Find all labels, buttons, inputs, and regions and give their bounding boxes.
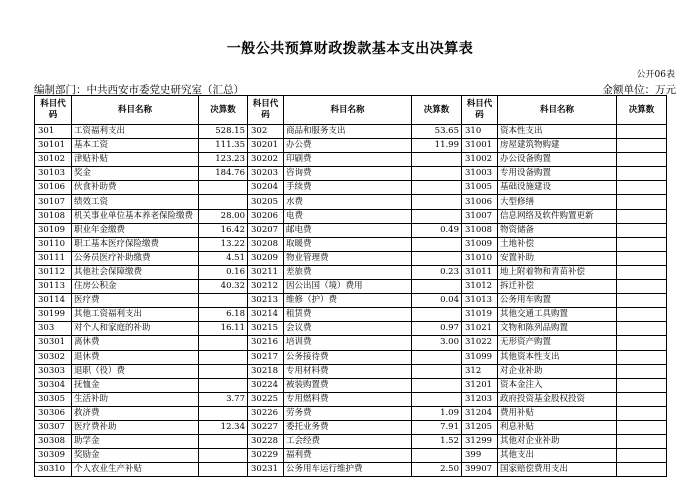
name-cell: 工会经费 xyxy=(284,435,412,449)
name-cell: 资本金注入 xyxy=(498,378,617,392)
table-row xyxy=(35,237,667,251)
table-header-row xyxy=(35,96,667,125)
amount-cell xyxy=(617,280,667,294)
amount-cell: 3.77 xyxy=(199,392,248,406)
code-cell: 30106 xyxy=(35,181,72,195)
name-cell: 费用补贴 xyxy=(498,406,617,420)
table-row xyxy=(35,153,667,167)
table-row xyxy=(35,265,667,279)
table-row xyxy=(35,181,667,195)
code-cell: 31099 xyxy=(462,350,498,364)
name-cell: 基本工资 xyxy=(72,139,199,153)
amount-cell xyxy=(617,392,667,406)
amount-cell: 0.49 xyxy=(412,223,462,237)
table-row xyxy=(35,125,667,139)
amount-cell xyxy=(199,463,248,477)
amount-cell: 11.99 xyxy=(412,139,462,153)
amount-cell xyxy=(617,449,667,463)
code-cell: 30301 xyxy=(35,336,72,350)
code-cell: 30114 xyxy=(35,294,72,308)
amount-cell xyxy=(617,195,667,209)
amount-cell: 40.32 xyxy=(199,280,248,294)
amount-cell: 123.23 xyxy=(199,153,248,167)
amount-cell xyxy=(199,435,248,449)
name-cell: 其他工资福利支出 xyxy=(72,308,199,322)
code-cell: 30213 xyxy=(248,294,284,308)
code-cell: 30202 xyxy=(248,153,284,167)
code-cell: 30214 xyxy=(248,308,284,322)
name-cell: 其他交通工具购置 xyxy=(498,308,617,322)
code-cell: 303 xyxy=(35,322,72,336)
amount-cell xyxy=(617,322,667,336)
amount-cell xyxy=(617,378,667,392)
code-cell: 30227 xyxy=(248,420,284,434)
name-cell: 培训费 xyxy=(284,336,412,350)
amount-cell: 1.09 xyxy=(412,406,462,420)
amount-cell xyxy=(617,406,667,420)
code-cell: 30211 xyxy=(248,265,284,279)
amount-cell xyxy=(617,308,667,322)
name-cell: 国家赔偿费用支出 xyxy=(498,463,617,477)
name-cell: 职业年金缴费 xyxy=(72,223,199,237)
table-row xyxy=(35,139,667,153)
table-row xyxy=(35,364,667,378)
code-cell: 30205 xyxy=(248,195,284,209)
name-cell: 其他支出 xyxy=(498,449,617,463)
amount-cell: 16.11 xyxy=(199,322,248,336)
amount-cell xyxy=(617,139,667,153)
amount-cell xyxy=(412,237,462,251)
code-cell: 30203 xyxy=(248,167,284,181)
amount-cell xyxy=(617,294,667,308)
code-cell: 31204 xyxy=(462,406,498,420)
name-cell: 安置补助 xyxy=(498,251,617,265)
name-cell: 伙食补助费 xyxy=(72,181,199,195)
amount-cell: 16.42 xyxy=(199,223,248,237)
name-cell: 物业管理费 xyxy=(284,251,412,265)
column-header: 科目代码 xyxy=(462,96,498,125)
code-cell: 30309 xyxy=(35,449,72,463)
table-row xyxy=(35,378,667,392)
name-cell: 机关事业单位基本养老保险缴费 xyxy=(72,209,199,223)
department-label: 编制部门：中共西安市委党史研究室（汇总） xyxy=(34,84,244,96)
table-row xyxy=(35,223,667,237)
amount-cell xyxy=(617,153,667,167)
name-cell: 其他资本性支出 xyxy=(498,350,617,364)
name-cell: 福利费 xyxy=(284,449,412,463)
code-cell: 30307 xyxy=(35,420,72,434)
name-cell: 土地补偿 xyxy=(498,237,617,251)
amount-cell xyxy=(199,336,248,350)
name-cell: 地上附着物和青苗补偿 xyxy=(498,265,617,279)
code-cell: 31022 xyxy=(462,336,498,350)
code-cell: 310 xyxy=(462,125,498,139)
name-cell: 商品和服务支出 xyxy=(284,125,412,139)
name-cell: 公务员医疗补助缴费 xyxy=(72,251,199,265)
name-cell: 抚恤金 xyxy=(72,378,199,392)
amount-cell xyxy=(617,336,667,350)
amount-cell xyxy=(199,406,248,420)
code-cell: 31001 xyxy=(462,139,498,153)
table-row xyxy=(35,449,667,463)
amount-cell xyxy=(412,378,462,392)
table-row xyxy=(35,420,667,434)
name-cell: 奖励金 xyxy=(72,449,199,463)
table-row xyxy=(35,435,667,449)
name-cell: 差旅费 xyxy=(284,265,412,279)
name-cell: 基础设施建设 xyxy=(498,181,617,195)
code-cell: 30108 xyxy=(35,209,72,223)
name-cell: 房屋建筑物购建 xyxy=(498,139,617,153)
code-cell: 31006 xyxy=(462,195,498,209)
name-cell: 办公费 xyxy=(284,139,412,153)
table-row xyxy=(35,209,667,223)
amount-cell xyxy=(412,280,462,294)
amount-cell xyxy=(412,167,462,181)
expenditure-table xyxy=(34,95,667,477)
code-cell: 30209 xyxy=(248,251,284,265)
name-cell: 劳务费 xyxy=(284,406,412,420)
name-cell: 其他对企业补助 xyxy=(498,435,617,449)
table-row xyxy=(35,294,667,308)
amount-cell xyxy=(412,181,462,195)
code-cell: 30199 xyxy=(35,308,72,322)
column-header: 决算数 xyxy=(617,96,667,125)
code-cell: 31021 xyxy=(462,322,498,336)
name-cell: 津贴补贴 xyxy=(72,153,199,167)
name-cell: 助学金 xyxy=(72,435,199,449)
name-cell: 租赁费 xyxy=(284,308,412,322)
amount-cell xyxy=(617,364,667,378)
code-cell: 30225 xyxy=(248,392,284,406)
code-cell: 31012 xyxy=(462,280,498,294)
name-cell: 水费 xyxy=(284,195,412,209)
name-cell: 资本性支出 xyxy=(498,125,617,139)
code-cell: 30218 xyxy=(248,364,284,378)
amount-cell xyxy=(199,195,248,209)
code-cell: 30109 xyxy=(35,223,72,237)
column-header: 科目代码 xyxy=(248,96,284,125)
amount-cell xyxy=(617,463,667,477)
amount-cell xyxy=(199,181,248,195)
table-number: 公开06表 xyxy=(636,70,675,80)
amount-cell xyxy=(412,153,462,167)
code-cell: 30204 xyxy=(248,181,284,195)
code-cell: 31010 xyxy=(462,251,498,265)
amount-cell xyxy=(617,265,667,279)
name-cell: 信息网络及软件购置更新 xyxy=(498,209,617,223)
code-cell: 30110 xyxy=(35,237,72,251)
name-cell: 拆迁补偿 xyxy=(498,280,617,294)
amount-cell xyxy=(412,308,462,322)
table-row xyxy=(35,336,667,350)
name-cell: 对企业补助 xyxy=(498,364,617,378)
code-cell: 30107 xyxy=(35,195,72,209)
amount-cell: 7.91 xyxy=(412,420,462,434)
name-cell: 文物和陈列品购置 xyxy=(498,322,617,336)
amount-cell xyxy=(412,209,462,223)
amount-cell: 1.52 xyxy=(412,435,462,449)
name-cell: 工资福利支出 xyxy=(72,125,199,139)
code-cell: 30101 xyxy=(35,139,72,153)
amount-cell: 4.51 xyxy=(199,251,248,265)
name-cell: 手续费 xyxy=(284,181,412,195)
name-cell: 因公出国（境）费用 xyxy=(284,280,412,294)
name-cell: 办公设备购置 xyxy=(498,153,617,167)
table-row xyxy=(35,251,667,265)
code-cell: 30215 xyxy=(248,322,284,336)
name-cell: 大型修缮 xyxy=(498,195,617,209)
amount-cell xyxy=(617,350,667,364)
amount-cell xyxy=(412,364,462,378)
code-cell: 31019 xyxy=(462,308,498,322)
code-cell: 30224 xyxy=(248,378,284,392)
name-cell: 咨询费 xyxy=(284,167,412,181)
name-cell: 电费 xyxy=(284,209,412,223)
name-cell: 印刷费 xyxy=(284,153,412,167)
column-header: 决算数 xyxy=(199,96,248,125)
name-cell: 政府投资基金股权投资 xyxy=(498,392,617,406)
amount-cell: 3.00 xyxy=(412,336,462,350)
amount-cell xyxy=(617,420,667,434)
amount-cell xyxy=(617,209,667,223)
code-cell: 30217 xyxy=(248,350,284,364)
name-cell: 职工基本医疗保险缴费 xyxy=(72,237,199,251)
table-row xyxy=(35,350,667,364)
code-cell: 301 xyxy=(35,125,72,139)
code-cell: 30310 xyxy=(35,463,72,477)
name-cell: 退休费 xyxy=(72,350,199,364)
name-cell: 委托业务费 xyxy=(284,420,412,434)
code-cell: 31008 xyxy=(462,223,498,237)
amount-cell xyxy=(199,449,248,463)
column-header: 科目名称 xyxy=(72,96,199,125)
amount-cell: 53.65 xyxy=(412,125,462,139)
amount-cell: 0.23 xyxy=(412,265,462,279)
name-cell: 救济费 xyxy=(72,406,199,420)
column-header: 决算数 xyxy=(412,96,462,125)
amount-cell xyxy=(617,223,667,237)
name-cell: 专用燃料费 xyxy=(284,392,412,406)
code-cell: 31005 xyxy=(462,181,498,195)
amount-cell xyxy=(199,294,248,308)
name-cell: 公务用车购置 xyxy=(498,294,617,308)
amount-cell: 28.00 xyxy=(199,209,248,223)
name-cell: 维修（护）费 xyxy=(284,294,412,308)
name-cell: 利息补贴 xyxy=(498,420,617,434)
amount-cell xyxy=(412,195,462,209)
column-header: 科目名称 xyxy=(284,96,412,125)
code-cell: 31201 xyxy=(462,378,498,392)
name-cell: 会议费 xyxy=(284,322,412,336)
name-cell: 被装购置费 xyxy=(284,378,412,392)
name-cell: 离休费 xyxy=(72,336,199,350)
code-cell: 30305 xyxy=(35,392,72,406)
table-row xyxy=(35,406,667,420)
code-cell: 31203 xyxy=(462,392,498,406)
code-cell: 312 xyxy=(462,364,498,378)
column-header: 科目代码 xyxy=(35,96,72,125)
code-cell: 31011 xyxy=(462,265,498,279)
amount-cell xyxy=(199,378,248,392)
code-cell: 30113 xyxy=(35,280,72,294)
code-cell: 30103 xyxy=(35,167,72,181)
amount-cell xyxy=(617,167,667,181)
code-cell: 399 xyxy=(462,449,498,463)
name-cell: 公务用车运行维护费 xyxy=(284,463,412,477)
amount-cell xyxy=(617,435,667,449)
amount-cell: 2.50 xyxy=(412,463,462,477)
amount-cell: 0.16 xyxy=(199,265,248,279)
amount-cell xyxy=(617,237,667,251)
name-cell: 邮电费 xyxy=(284,223,412,237)
amount-cell: 12.34 xyxy=(199,420,248,434)
code-cell: 30304 xyxy=(35,378,72,392)
code-cell: 31299 xyxy=(462,435,498,449)
code-cell: 30226 xyxy=(248,406,284,420)
amount-cell xyxy=(412,350,462,364)
name-cell: 物资储备 xyxy=(498,223,617,237)
code-cell: 31002 xyxy=(462,153,498,167)
name-cell: 医疗费补助 xyxy=(72,420,199,434)
table-row xyxy=(35,280,667,294)
code-cell: 30212 xyxy=(248,280,284,294)
amount-cell xyxy=(617,251,667,265)
name-cell: 个人农业生产补贴 xyxy=(72,463,199,477)
name-cell: 医疗费 xyxy=(72,294,199,308)
name-cell: 对个人和家庭的补助 xyxy=(72,322,199,336)
table-row xyxy=(35,322,667,336)
name-cell: 公务接待费 xyxy=(284,350,412,364)
code-cell: 30216 xyxy=(248,336,284,350)
amount-cell: 184.76 xyxy=(199,167,248,181)
code-cell: 30208 xyxy=(248,237,284,251)
amount-cell: 13.22 xyxy=(199,237,248,251)
amount-unit-label: 金额单位：万元 xyxy=(602,84,676,96)
name-cell: 专用设备购置 xyxy=(498,167,617,181)
name-cell: 生活补助 xyxy=(72,392,199,406)
amount-cell: 0.97 xyxy=(412,322,462,336)
name-cell: 绩效工资 xyxy=(72,195,199,209)
table-body xyxy=(35,125,667,477)
code-cell: 31003 xyxy=(462,167,498,181)
table-row xyxy=(35,463,667,477)
name-cell: 退职（役）费 xyxy=(72,364,199,378)
amount-cell xyxy=(617,125,667,139)
amount-cell: 0.04 xyxy=(412,294,462,308)
name-cell: 无形资产购置 xyxy=(498,336,617,350)
amount-cell xyxy=(412,251,462,265)
report-title: 一般公共预算财政拨款基本支出决算表 xyxy=(226,41,474,57)
name-cell: 奖金 xyxy=(72,167,199,181)
code-cell: 31007 xyxy=(462,209,498,223)
code-cell: 31013 xyxy=(462,294,498,308)
code-cell: 30206 xyxy=(248,209,284,223)
code-cell: 31205 xyxy=(462,420,498,434)
table-row xyxy=(35,195,667,209)
code-cell: 30231 xyxy=(248,463,284,477)
code-cell: 30207 xyxy=(248,223,284,237)
amount-cell xyxy=(617,181,667,195)
amount-cell xyxy=(412,392,462,406)
code-cell: 30111 xyxy=(35,251,72,265)
code-cell: 31009 xyxy=(462,237,498,251)
code-cell: 30302 xyxy=(35,350,72,364)
amount-cell: 6.18 xyxy=(199,308,248,322)
amount-cell xyxy=(199,350,248,364)
code-cell: 30201 xyxy=(248,139,284,153)
amount-cell: 111.35 xyxy=(199,139,248,153)
code-cell: 30229 xyxy=(248,449,284,463)
table-row xyxy=(35,392,667,406)
code-cell: 30112 xyxy=(35,265,72,279)
amount-cell xyxy=(412,449,462,463)
code-cell: 30102 xyxy=(35,153,72,167)
amount-cell: 528.15 xyxy=(199,125,248,139)
code-cell: 30306 xyxy=(35,406,72,420)
code-cell: 302 xyxy=(248,125,284,139)
table-row xyxy=(35,167,667,181)
code-cell: 30228 xyxy=(248,435,284,449)
amount-cell xyxy=(199,364,248,378)
name-cell: 取暖费 xyxy=(284,237,412,251)
code-cell: 30308 xyxy=(35,435,72,449)
name-cell: 其他社会保障缴费 xyxy=(72,265,199,279)
name-cell: 住房公积金 xyxy=(72,280,199,294)
table-row xyxy=(35,308,667,322)
code-cell: 30303 xyxy=(35,364,72,378)
column-header: 科目名称 xyxy=(498,96,617,125)
code-cell: 39907 xyxy=(462,463,498,477)
name-cell: 专用材料费 xyxy=(284,364,412,378)
